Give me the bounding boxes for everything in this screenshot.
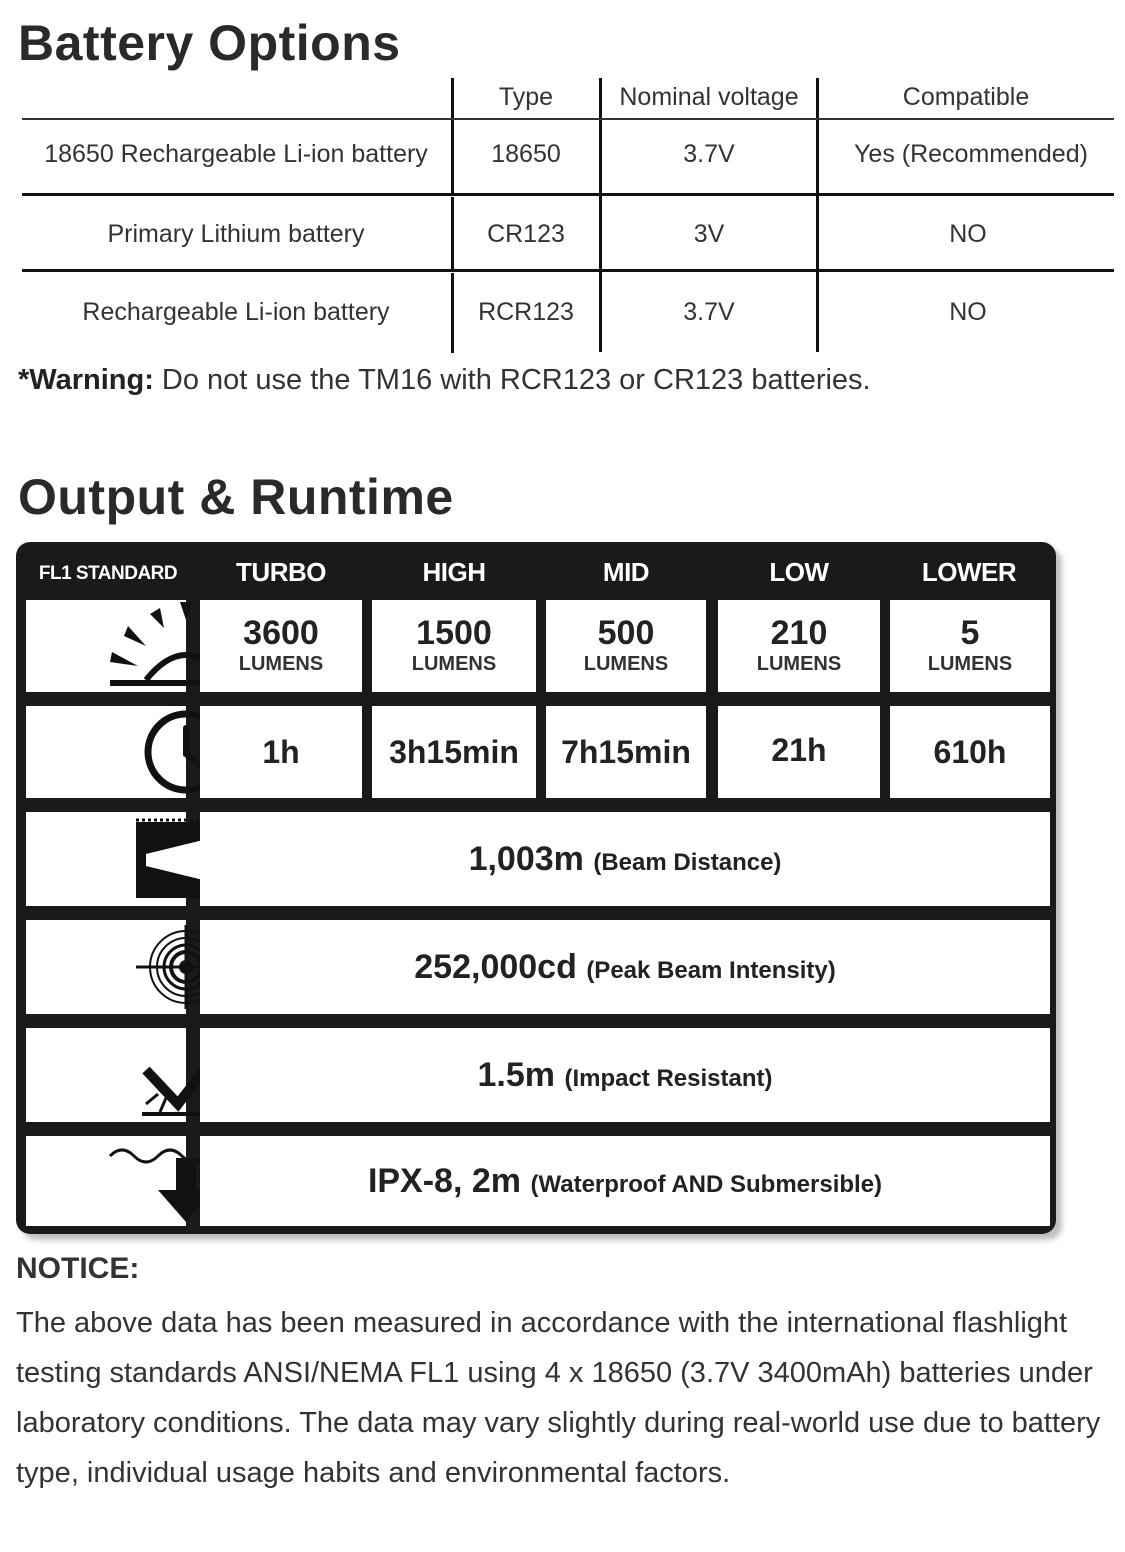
- impact-icon-cell: [26, 1028, 186, 1122]
- header-voltage: Nominal voltage: [619, 83, 799, 111]
- lumens-turbo-cell: [200, 600, 362, 692]
- beam-distance-cell: [200, 812, 1050, 906]
- battery-voltage: 3.7V: [683, 140, 735, 168]
- impact-cell: [200, 1028, 1050, 1122]
- lumens-icon-cell: [26, 600, 186, 692]
- mode-lower: LOWER: [921, 557, 1017, 587]
- battery-warning: [18, 364, 871, 397]
- divider: [22, 193, 1114, 196]
- runtime-low: 21h: [718, 706, 880, 798]
- waterproof-label: (Waterproof AND Submersible): [530, 1171, 883, 1198]
- lumens-value: 1500: [416, 614, 492, 652]
- divider: [22, 269, 1114, 272]
- lumens-value: 500: [597, 614, 655, 652]
- battery-type: 18650: [491, 140, 561, 168]
- intensity-icon-cell: [26, 920, 186, 1014]
- lumens-unit: LUMENS: [238, 653, 324, 675]
- peak-intensity-label: (Peak Beam Intensity): [586, 957, 836, 984]
- output-table: [16, 542, 1056, 1234]
- lumens-unit: LUMENS: [411, 653, 497, 675]
- beam-distance-label: (Beam Distance): [593, 849, 782, 876]
- notice-text: The above data has been measured in accordance with the international flashlight testing standards ANSI/NEMA FL1 using 4 x 18650 (3.7V 3400mAh) batteries under laboratory conditions. The data may vary slightly during real-world use due to battery type, individual usage habits and environmental factors.: [16, 1307, 1101, 1489]
- battery-voltage: 3.7V: [683, 298, 735, 326]
- runtime-lower: 610h: [890, 706, 1050, 798]
- peak-intensity-cell: [200, 920, 1050, 1014]
- peak-intensity-value: 252,000cd: [414, 948, 577, 986]
- lumens-value: 5: [960, 614, 980, 652]
- runtime-turbo: 1h: [200, 706, 362, 798]
- battery-type: CR123: [487, 220, 565, 248]
- beam-distance-icon-cell: [26, 812, 186, 906]
- battery-name: Rechargeable Li-ion battery: [82, 298, 390, 326]
- battery-name: 18650 Rechargeable Li-ion battery: [44, 140, 428, 168]
- mode-high: HIGH: [422, 557, 486, 587]
- waterproof-icon-cell: [26, 1136, 186, 1226]
- warning-text: Do not use the TM16 with RCR123 or CR123 batteries.: [153, 364, 871, 396]
- fl1-standard-label: FL1 STANDARD: [38, 563, 178, 584]
- impact-label: (Impact Resistant): [564, 1065, 773, 1092]
- lumens-lower-cell: [890, 600, 1050, 692]
- runtime-high: 3h15min: [372, 706, 536, 798]
- runtime-mid: 7h15min: [546, 706, 706, 798]
- divider: [22, 118, 1114, 120]
- battery-voltage: 3V: [693, 220, 725, 248]
- lumens-unit: LUMENS: [927, 653, 1013, 675]
- waterproof-value: IPX-8, 2m: [367, 1162, 522, 1200]
- lumens-value: 210: [770, 614, 828, 652]
- impact-value: 1.5m: [477, 1056, 555, 1094]
- lumens-mid-cell: [546, 600, 706, 692]
- lumens-low-cell: [718, 600, 880, 692]
- warning-label: *Warning:: [18, 364, 154, 396]
- mode-turbo: TURBO: [236, 557, 326, 587]
- battery-options-title: Battery Options: [18, 15, 401, 71]
- beam-distance-value: 1,003m: [468, 840, 584, 878]
- battery-compatible: Yes (Recommended): [854, 140, 1088, 168]
- runtime-icon-cell: [26, 706, 186, 798]
- battery-name: Primary Lithium battery: [107, 220, 365, 248]
- mode-mid: MID: [602, 557, 650, 587]
- header-type: Type: [498, 83, 554, 111]
- mode-low: LOW: [769, 557, 829, 587]
- lumens-unit: LUMENS: [756, 653, 842, 675]
- header-compatible: Compatible: [902, 83, 1030, 111]
- lumens-high-cell: [372, 600, 536, 692]
- battery-compatible: NO: [949, 298, 987, 326]
- waterproof-cell: [200, 1136, 1050, 1226]
- lumens-unit: LUMENS: [583, 653, 669, 675]
- battery-table: [0, 0, 1125, 360]
- lumens-value: 3600: [243, 614, 319, 652]
- battery-type: RCR123: [478, 298, 574, 326]
- output-runtime-title: Output & Runtime: [18, 469, 454, 525]
- battery-compatible: NO: [949, 220, 987, 248]
- notice-title: NOTICE:: [16, 1252, 140, 1285]
